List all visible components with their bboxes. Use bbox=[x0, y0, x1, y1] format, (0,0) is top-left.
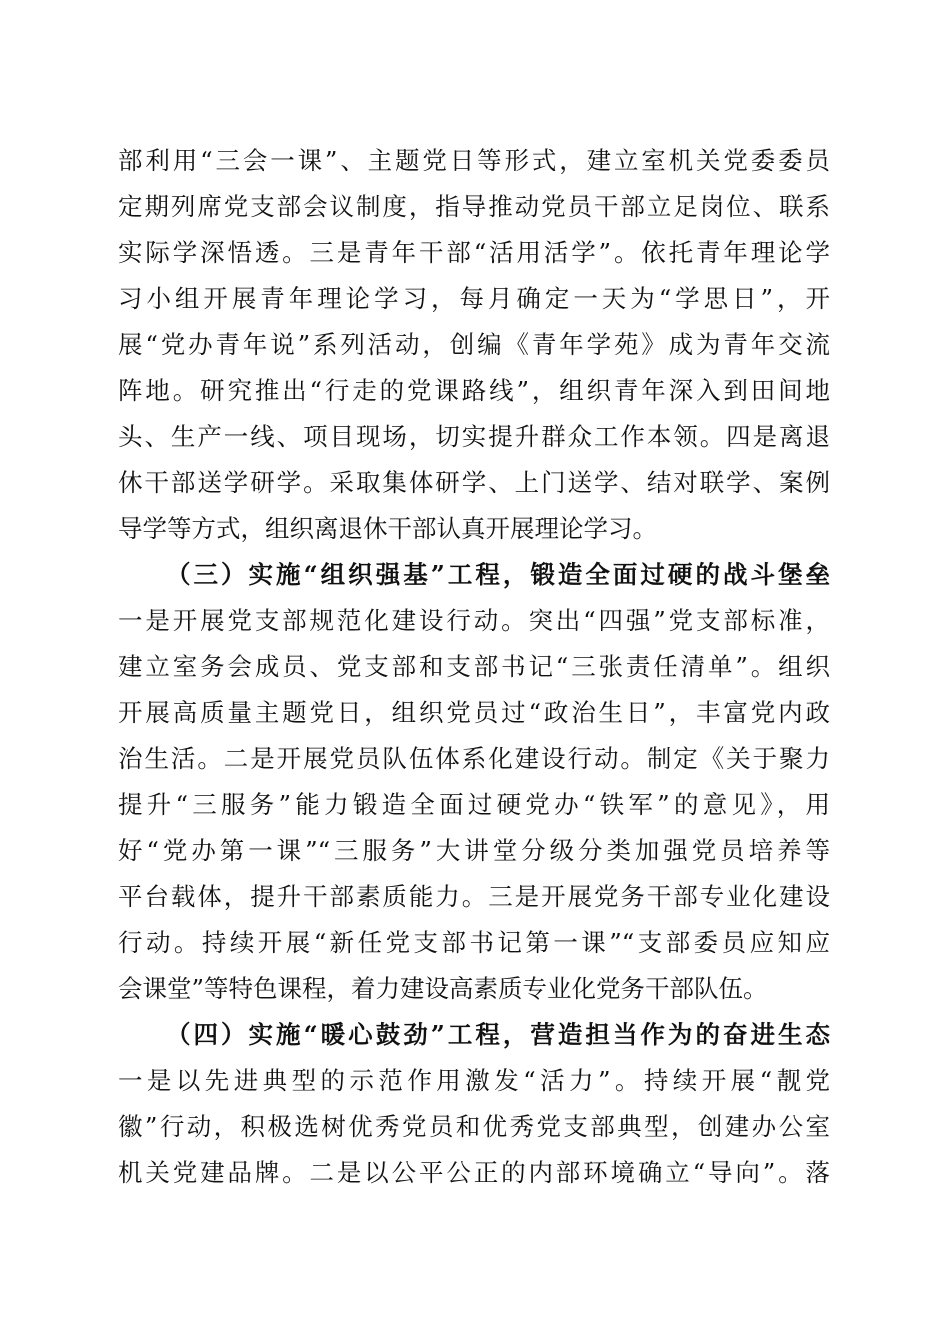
section-heading-3: （三）实施“组织强基”工程，锻造全面过硬的战斗堡垒 bbox=[166, 560, 830, 589]
text-line: 治生活。二是开展党员队伍体系化建设行动。制定《关于聚力 bbox=[118, 744, 830, 773]
text-line: 部利用“三会一课”、主题党日等形式，建立室机关党委委员 bbox=[118, 146, 830, 175]
text-line: 定期列席党支部会议制度，指导推动党员干部立足岗位、联系 bbox=[118, 192, 830, 221]
text-line: 机关党建品牌。二是以公平公正的内部环境确立“导向”。落 bbox=[118, 1158, 830, 1187]
text-line: 导学等方式，组织离退休干部认真开展理论学习。 bbox=[118, 514, 657, 543]
text-line: 一是开展党支部规范化建设行动。突出“四强”党支部标准， bbox=[118, 606, 830, 635]
text-line: 行动。持续开展“新任党支部书记第一课”“支部委员应知应 bbox=[118, 928, 830, 957]
text-line: 习小组开展青年理论学习，每月确定一天为“学思日”，开 bbox=[118, 284, 830, 313]
text-line: 实际学深悟透。三是青年干部“活用活学”。依托青年理论学 bbox=[118, 238, 830, 267]
text-line: 提升“三服务”能力锻造全面过硬党办“铁军”的意见》，用 bbox=[118, 790, 830, 819]
text-line: 阵地。研究推出“行走的党课路线”，组织青年深入到田间地 bbox=[118, 376, 830, 405]
body-text bbox=[118, 138, 830, 1196]
section-heading-4: （四）实施“暖心鼓劲”工程，营造担当作为的奋进生态 bbox=[166, 1020, 830, 1049]
text-line: 会课堂”等特色课程，着力建设高素质专业化党务干部队伍。 bbox=[118, 974, 768, 1003]
text-line: 好“党办第一课”“三服务”大讲堂分级分类加强党员培养等 bbox=[118, 836, 830, 865]
text-line: 平台载体，提升干部素质能力。三是开展党务干部专业化建设 bbox=[118, 882, 830, 911]
text-line: 徽”行动，积极选树优秀党员和优秀党支部典型，创建办公室 bbox=[118, 1112, 830, 1141]
text-line: 休干部送学研学。采取集体研学、上门送学、结对联学、案例 bbox=[118, 468, 830, 497]
text-line: 建立室务会成员、党支部和支部书记“三张责任清单”。组织 bbox=[118, 652, 830, 681]
text-line: 展“党办青年说”系列活动，创编《青年学苑》成为青年交流 bbox=[118, 330, 830, 359]
text-line: 头、生产一线、项目现场，切实提升群众工作本领。四是离退 bbox=[118, 422, 830, 451]
text-line: 一是以先进典型的示范作用激发“活力”。持续开展“靓党 bbox=[118, 1066, 830, 1095]
text-line: 开展高质量主题党日，组织党员过“政治生日”，丰富党内政 bbox=[118, 698, 830, 727]
